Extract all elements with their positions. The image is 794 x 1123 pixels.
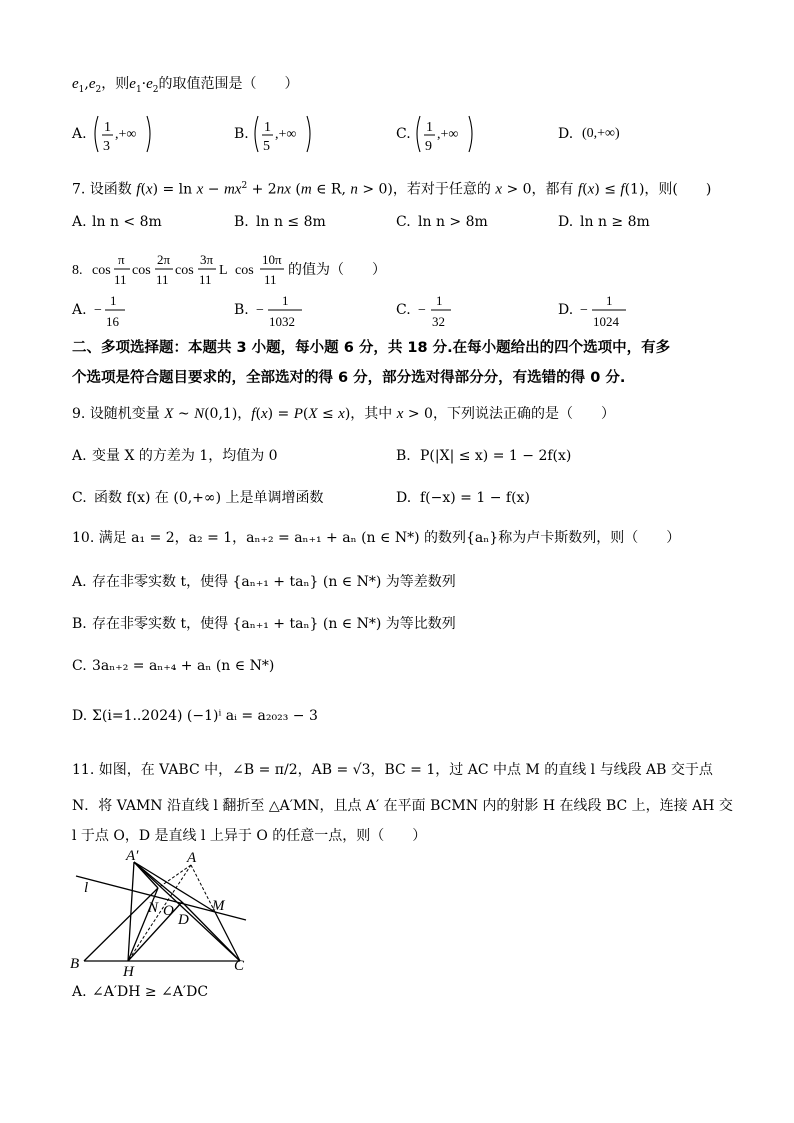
q11-stem-line1: 11. 如图，在 VABC 中，∠B = π/2，AB = √3，BC = 1，过 AC 中点 M 的直线 l 与线段 AB 交于点 [72,762,713,778]
q6-option-a-formula [92,112,156,156]
q9-option-c-text: 函数 f(x) 在 (0,+∞) 上是单调增函数 [94,490,324,506]
q9-option-c-label: C. [72,490,87,506]
svg-text:1: 1 [104,120,111,135]
q6-option-b-formula [252,112,316,156]
q7-stem: 7. 设函数 $f(x) = \ln x - mx^2 + 2nx$ (m ∈ R, n > 0)，若对于任意的 x > 0，都有 f(x) ≤ f(1)，则( ) [72,181,712,198]
q7-option-c-text: ln n > 8m [418,214,488,230]
segment-m-c [215,912,240,961]
q10-option-c-label: C. [72,658,87,674]
label-a: A [187,850,197,866]
q6-option-c-formula [414,112,478,156]
label-h: H [123,964,134,978]
svg-text:1: 1 [282,293,289,308]
svg-text:1: 1 [426,120,433,135]
label-d: D [178,912,189,928]
svg-text:3π: 3π [200,252,214,267]
q8-option-c-label: C. [396,302,411,318]
q9-option-a-label: A. [72,448,87,464]
svg-text:,+∞: ,+∞ [115,127,137,142]
q11-option-a-label: A. [72,984,87,1000]
label-c: C [234,958,245,974]
q8-option-b-formula [254,288,310,332]
q8-option-c-formula [416,288,456,332]
q6-option-a-label: A. [72,126,87,142]
svg-text:,+∞: ,+∞ [437,127,459,142]
svg-text:cos: cos [175,263,194,278]
section2-heading-line2: 个选项是符合题目要求的，全部选对的得 6 分，部分选对得部分分，有选错的得 0 分. [72,370,626,386]
q6-option-b-label: B. [234,126,249,142]
svg-text:1: 1 [606,293,613,308]
svg-text:1032: 1032 [269,314,295,329]
q10-option-c-text: 3aₙ₊₂ = aₙ₊₄ + aₙ (n ∈ N*) [92,658,275,674]
label-b: B [70,956,80,972]
q7-option-b-text: ln n ≤ 8m [256,214,326,230]
svg-text:11: 11 [264,272,277,287]
q8-option-d-formula [578,288,634,332]
section2-heading-line1: 二、多项选择题：本题共 3 小题，每小题 6 分，共 18 分.在每小题给出的四个选项中，有多 [72,340,671,356]
svg-text:,+∞: ,+∞ [275,127,297,142]
geometry-figure [70,848,260,978]
svg-text:L: L [219,263,228,278]
svg-text:5: 5 [263,139,270,154]
svg-text:的值为（ ）: 的值为（ ） [288,263,386,278]
q7-option-d-text: ln n ≥ 8m [580,214,650,230]
svg-text:2π: 2π [157,252,171,267]
segment-a-prime-h [128,862,134,961]
svg-text:11: 11 [199,272,212,287]
svg-text:32: 32 [432,314,445,329]
segment-a-n-dashed [158,865,191,888]
q7-option-c-label: C. [396,214,411,230]
label-n: N [148,900,159,916]
q10-option-d-text: Σ(i=1..2024) (−1)ⁱ aᵢ = a₂₀₂₃ − 3 [92,708,318,724]
label-o: O [163,903,174,919]
svg-text:−: − [94,303,102,318]
q9-option-a-text: 变量 X 的方差为 1，均值为 0 [92,448,278,464]
q11-stem-line2: N．将 VAMN 沿直线 l 翻折至 △A′MN，且点 A′ 在平面 BCMN 内的射影 H 在线段 BC 上，连接 AH 交 [72,798,733,814]
q7-option-d-label: D. [558,214,574,230]
label-m: M [212,898,225,914]
svg-text:cos: cos [132,263,151,278]
svg-text:−: − [418,303,426,318]
q7-option-b-label: B. [234,214,249,230]
svg-text:cos: cos [235,263,254,278]
segment-bn [84,888,158,961]
svg-text:16: 16 [106,314,119,329]
q10-stem: 10. 满足 a₁ = 2，a₂ = 1，aₙ₊₂ = aₙ₊₁ + aₙ (n ∈ N*) 的数列{aₙ}称为卢卡斯数列，则（ ） [72,530,681,546]
q8-option-d-label: D. [558,302,574,318]
svg-text:11: 11 [156,272,169,287]
q10-option-a-text: 存在非零实数 t，使得 {aₙ₊₁ + taₙ} (n ∈ N*) 为等差数列 [92,574,456,590]
q8-stem [70,248,390,292]
q8-option-a-formula [92,288,132,332]
svg-text:1: 1 [436,293,443,308]
svg-text:1: 1 [110,293,117,308]
segment-a-prime-m [134,862,215,912]
svg-text:9: 9 [425,139,432,154]
q9-option-d-label: D. [396,490,412,506]
q9-option-b-text: P(|X| ≤ x) = 1 − 2f(x) [420,448,572,464]
svg-text:−: − [580,303,588,318]
svg-text:8.: 8. [72,263,83,278]
segment-a-prime-d [134,862,182,902]
q7-option-a-text: ln n < 8m [92,214,162,230]
svg-text:−: − [256,303,264,318]
q7-option-a-label: A. [72,214,87,230]
q9-stem: 9. 设随机变量 X ~ N(0,1)，f(x) = P(X ≤ x)，其中 x > 0，下列说法正确的是（ ） [72,406,615,422]
q11-option-a-text: ∠A′DH ≥ ∠A′DC [92,984,209,1000]
q8-option-b-label: B. [234,302,249,318]
q6-option-d-label: D. [558,126,574,142]
label-l: l [84,880,89,896]
q10-option-a-label: A. [72,574,87,590]
q10-option-b-text: 存在非零实数 t，使得 {aₙ₊₁ + taₙ} (n ∈ N*) 为等比数列 [92,616,456,632]
svg-text:cos: cos [92,263,111,278]
svg-text:π: π [118,252,125,267]
label-a-prime: A′ [126,848,139,864]
q6-option-c-label: C. [396,126,411,142]
svg-text:10π: 10π [262,252,282,267]
q9-option-d-text: f(−x) = 1 − f(x) [420,490,530,506]
q10-option-b-label: B. [72,616,87,632]
q6-tail: $e_1,e_2$，则$e_1\cdot e_2$的取值范围是（ ） [72,76,299,95]
q11-stem-line3: l 于点 O，D 是直线 l 上异于 O 的任意一点，则（ ） [72,828,427,844]
svg-text:1: 1 [264,120,271,135]
q9-option-b-label: B. [396,448,411,464]
q8-option-a-label: A. [72,302,87,318]
svg-text:11: 11 [114,272,127,287]
segment-n-h [128,888,158,961]
svg-text:3: 3 [103,139,110,154]
svg-text:1024: 1024 [593,314,619,329]
q10-option-d-label: D. [72,708,88,724]
q6-option-d-text: (0,+∞) [582,126,620,141]
